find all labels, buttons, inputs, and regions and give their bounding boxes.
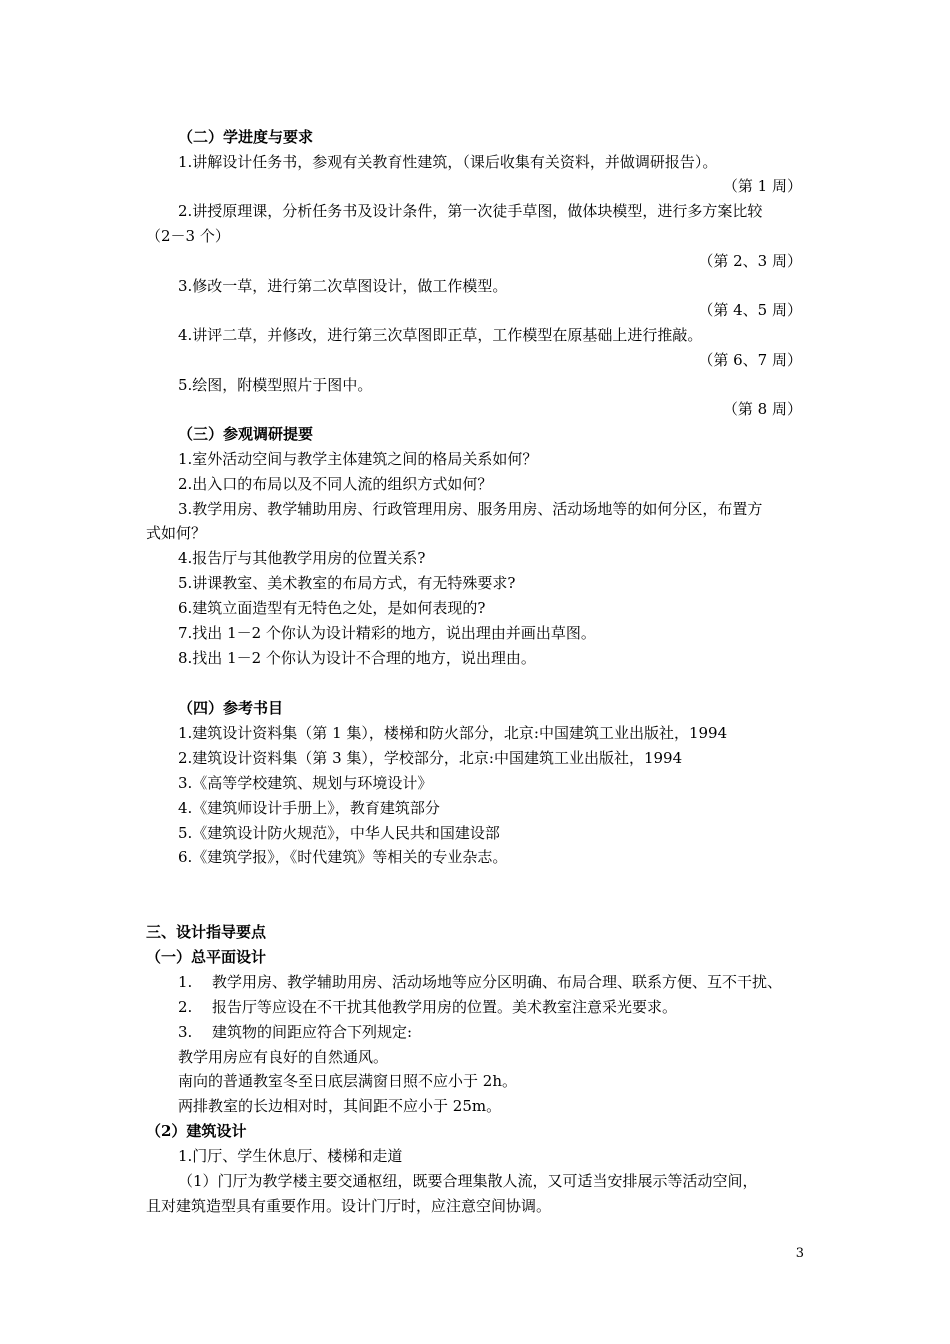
item-text: 教学用房、教学辅助用房、活动场地等应分区明确、布局合理、联系方便、互不干扰、 [212,973,783,991]
week-label-2: （第 2、3 周） [698,252,802,270]
building-paragraph-cont: 且对建筑造型具有重要作用。设计门厅时，应注意空间协调。 [146,1197,552,1215]
chapter-heading: 三、设计指导要点 [146,923,267,941]
reference-2: 2.建筑设计资料集（第 3 集），学校部分，北京:中国建筑工业出版社，1994 [178,749,683,767]
schedule-item-3: 3.修改一草，进行第二次草图设计，做工作模型。 [178,277,508,295]
reference-5: 5.《建筑设计防火规范》，中华人民共和国建设部 [178,824,500,842]
subsection-heading-site-plan: （一）总平面设计 [146,948,267,966]
week-label-3: （第 4、5 周） [698,301,802,319]
building-paragraph: （1）门厅为教学楼主要交通枢纽，既要合理集散人流，又可适当安排展示等活动空间， [178,1172,758,1190]
week-label-1: （第 1 周） [722,177,802,195]
survey-question-2: 2.出入口的布局以及不同人流的组织方式如何？ [178,475,493,493]
survey-question-5: 5.讲课教室、美术教室的布局方式，有无特殊要求? [178,574,516,592]
page-number: 3 [795,1246,804,1261]
section-heading-survey: （三）参观调研提要 [178,425,314,443]
schedule-item-1: 1.讲解设计任务书，参观有关教育性建筑，（课后收集有关资料，并做调研报告）。 [178,153,718,171]
subsection-heading-building: （2）建筑设计 [146,1122,247,1140]
week-label-4: （第 6、7 周） [698,351,802,369]
schedule-item-2: 2.讲授原理课，分析任务书及设计条件，第一次徒手草图，做体块模型，进行多方案比较 [178,202,763,220]
spacing-rule-3: 两排教室的长边相对时，其间距不应小于 25m。 [178,1097,502,1115]
reference-3: 3.《高等学校建筑、规划与环境设计》 [178,774,433,792]
site-plan-item-1 [178,972,782,992]
survey-question-7: 7.找出 1－2 个你认为设计精彩的地方，说出理由并画出草图。 [178,624,596,642]
spacing-rule-2: 南向的普通教室冬至日底层满窗日照不应小于 2h。 [178,1072,517,1090]
schedule-item-5: 5.绘图，附模型照片于图中。 [178,376,373,394]
survey-question-3-cont: 式如何？ [146,524,207,542]
item-text: 建筑物的间距应符合下列规定: [212,1023,413,1041]
site-plan-item-3 [178,1022,412,1042]
section-heading-schedule: （二）学进度与要求 [178,128,314,146]
survey-question-6: 6.建筑立面造型有无特色之处，是如何表现的? [178,599,486,617]
section-heading-references: （四）参考书目 [178,699,284,717]
schedule-item-4: 4.讲评二草，并修改，进行第三次草图即正草，工作模型在原基础上进行推敲。 [178,326,703,344]
survey-question-3: 3.教学用房、教学辅助用房、行政管理用房、服务用房、活动场地等的如何分区，布置方 [178,500,763,518]
week-label-5: （第 8 周） [722,400,802,418]
item-number: 3. [178,1023,193,1041]
survey-question-8: 8.找出 1－2 个你认为设计不合理的地方，说出理由。 [178,649,536,667]
site-plan-item-2 [178,997,677,1017]
reference-4: 4.《建筑师设计手册上》，教育建筑部分 [178,799,440,817]
reference-1: 1.建筑设计资料集（第 1 集），楼梯和防火部分，北京:中国建筑工业出版社，1994 [178,724,728,742]
spacing-rule-1: 教学用房应有良好的自然通风。 [178,1048,389,1066]
survey-question-4: 4.报告厅与其他教学用房的位置关系? [178,549,426,567]
survey-question-1: 1.室外活动空间与教学主体建筑之间的格局关系如何？ [178,450,538,468]
item-text: 报告厅等应设在不干扰其他教学用房的位置。美术教室注意采光要求。 [212,998,678,1016]
schedule-item-2-cont: （2－3 个） [146,227,230,245]
building-item-1: 1.门厅、学生休息厅、楼梯和走道 [178,1147,403,1165]
item-number: 1. [178,973,193,991]
reference-6: 6.《建筑学报》，《时代建筑》等相关的专业杂志。 [178,848,508,866]
item-number: 2. [178,998,193,1016]
